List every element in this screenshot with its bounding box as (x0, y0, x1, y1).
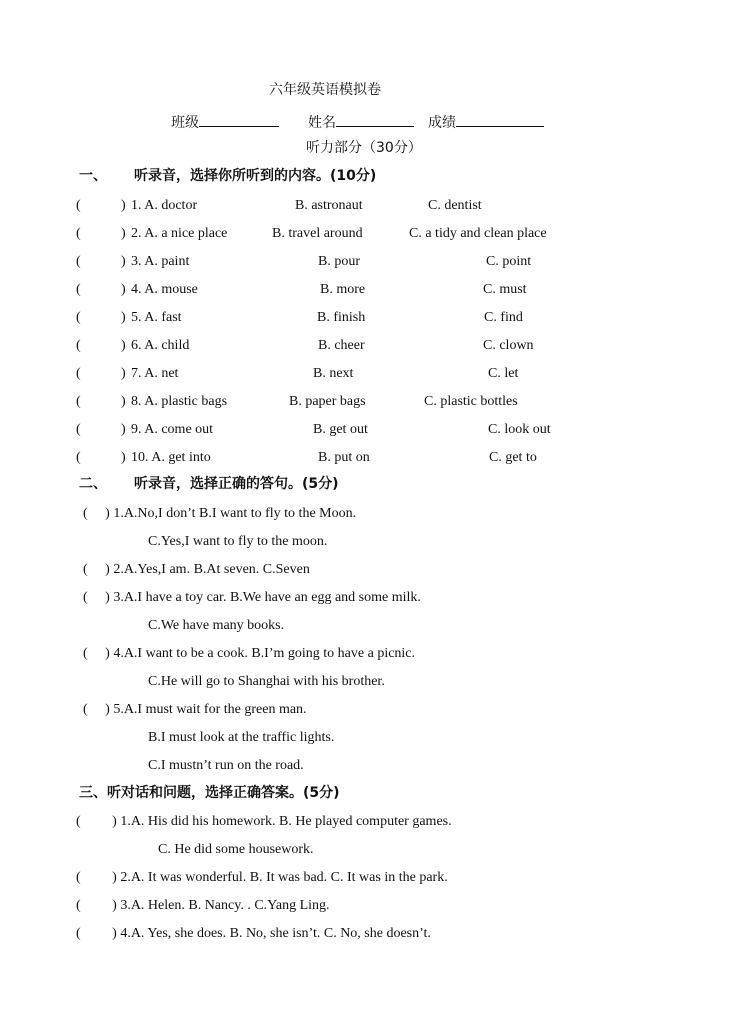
section2-number: 二、 (79, 476, 107, 492)
s1-item-6-option-b: B. cheer (318, 338, 365, 353)
s2-line-3: ( ) 2.A.Yes,I am. B.At seven. C.Seven (83, 562, 310, 577)
s1-item-3-option-c: C. point (486, 254, 532, 269)
s1-item-5-option-a: 5. A. fast (131, 310, 182, 325)
s2-line-5: C.We have many books. (148, 618, 285, 633)
s3-line-2: C. He did some housework. (158, 842, 314, 857)
s1-item-4-option-a: 4. A. mouse (131, 282, 198, 297)
s1-item-8-option-b: B. paper bags (289, 394, 366, 409)
s1-item-9-option-a: 9. A. come out (131, 422, 214, 437)
s1-item-6-paren-open: ( (76, 338, 81, 353)
section2-title: 听录音，选择正确的答句。(5分) (134, 476, 339, 492)
s1-item-7-paren-open: ( (76, 366, 81, 381)
s1-item-2-paren-close: ) (121, 226, 126, 241)
section3-title: 三、听对话和问题，选择正确答案。(5分) (79, 785, 340, 801)
s2-line-9: B.I must look at the traffic lights. (148, 730, 335, 745)
s2-line-7: C.He will go to Shanghai with his brother. (148, 674, 385, 689)
s1-item-10-option-c: C. get to (489, 450, 537, 465)
s2-line-6: ( ) 4.A.I want to be a cook. B.I’m going to have a picnic. (83, 646, 416, 661)
score-blank[interactable] (456, 112, 544, 127)
class-field (171, 112, 279, 132)
s2-line-1: ( ) 1.A.No,I don’t B.I want to fly to the Moon. (83, 506, 357, 521)
s1-item-4-paren-close: ) (121, 282, 126, 297)
s1-item-4-paren-open: ( (76, 282, 81, 297)
name-label: 姓名 (308, 115, 336, 131)
name-field (308, 112, 414, 132)
section1-number: 一、 (79, 168, 107, 184)
s1-item-1-option-a: 1. A. doctor (131, 198, 198, 213)
s1-item-1-paren-open: ( (76, 198, 81, 213)
s1-item-7-option-c: C. let (488, 366, 519, 381)
s1-item-3-option-a: 3. A. paint (131, 254, 190, 269)
s1-item-9-option-c: C. look out (488, 422, 551, 437)
s1-item-10-paren-close: ) (121, 450, 126, 465)
s2-line-4: ( ) 3.A.I have a toy car. B.We have an egg and some milk. (83, 590, 421, 605)
s2-line-2: C.Yes,I want to fly to the moon. (148, 534, 328, 549)
s1-item-9-paren-open: ( (76, 422, 81, 437)
s1-item-10-paren-open: ( (76, 450, 81, 465)
s1-item-5-paren-close: ) (121, 310, 126, 325)
listening-subtitle: 听力部分（30分） (306, 140, 422, 156)
s1-item-3-paren-close: ) (121, 254, 126, 269)
class-blank[interactable] (199, 112, 279, 127)
section1-title: 听录音，选择你所听到的内容。(10分) (134, 168, 377, 184)
s1-item-10-option-b: B. put on (318, 450, 370, 465)
s1-item-7-paren-close: ) (121, 366, 126, 381)
s1-item-1-option-b: B. astronaut (295, 198, 363, 213)
score-field (428, 112, 544, 132)
s1-item-6-option-a: 6. A. child (131, 338, 190, 353)
s1-item-6-option-c: C. clown (483, 338, 534, 353)
s3-line-5: ( ) 4.A. Yes, she does. B. No, she isn’t. C. No, she doesn’t. (76, 926, 431, 941)
s1-item-6-paren-close: ) (121, 338, 126, 353)
score-label: 成绩 (428, 115, 456, 131)
s1-item-9-paren-close: ) (121, 422, 126, 437)
s1-item-2-option-a: 2. A. a nice place (131, 226, 228, 241)
s2-line-8: ( ) 5.A.I must wait for the green man. (83, 702, 307, 717)
s1-item-10-option-a: 10. A. get into (131, 450, 211, 465)
s1-item-5-option-b: B. finish (317, 310, 366, 325)
s1-item-7-option-b: B. next (313, 366, 354, 381)
s1-item-8-option-c: C. plastic bottles (424, 394, 518, 409)
s1-item-5-option-c: C. find (484, 310, 523, 325)
name-blank[interactable] (336, 112, 414, 127)
class-label: 班级 (171, 115, 199, 131)
s3-line-3: ( ) 2.A. It was wonderful. B. It was bad. C. It was in the park. (76, 870, 448, 885)
s1-item-8-paren-open: ( (76, 394, 81, 409)
s2-line-10: C.I mustn’t run on the road. (148, 758, 304, 773)
s1-item-5-paren-open: ( (76, 310, 81, 325)
page-title: 六年级英语模拟卷 (269, 82, 381, 98)
s1-item-1-paren-close: ) (121, 198, 126, 213)
s1-item-3-paren-open: ( (76, 254, 81, 269)
s1-item-1-option-c: C. dentist (428, 198, 482, 213)
s1-item-4-option-c: C. must (483, 282, 527, 297)
s1-item-4-option-b: B. more (320, 282, 366, 297)
s1-item-2-option-c: C. a tidy and clean place (409, 226, 547, 241)
s1-item-9-option-b: B. get out (313, 422, 368, 437)
s1-item-2-paren-open: ( (76, 226, 81, 241)
s1-item-8-option-a: 8. A. plastic bags (131, 394, 228, 409)
s3-line-4: ( ) 3.A. Helen. B. Nancy. . C.Yang Ling. (76, 898, 330, 913)
s1-item-2-option-b: B. travel around (272, 226, 363, 241)
s3-line-1: ( ) 1.A. His did his homework. B. He played computer games. (76, 814, 452, 829)
s1-item-7-option-a: 7. A. net (131, 366, 179, 381)
s1-item-8-paren-close: ) (121, 394, 126, 409)
s1-item-3-option-b: B. pour (318, 254, 360, 269)
